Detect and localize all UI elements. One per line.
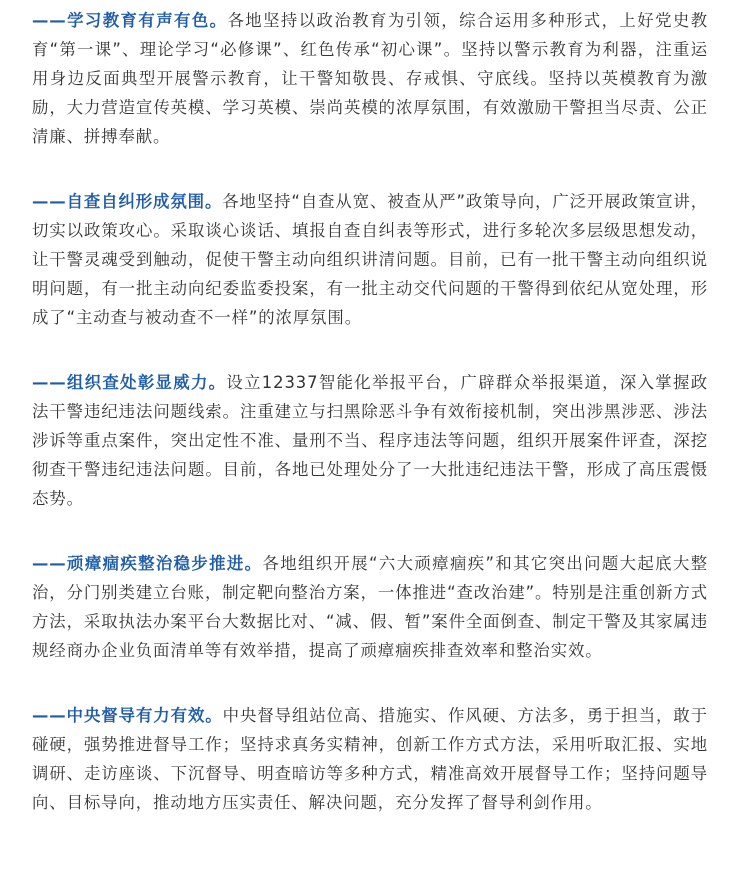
section-organization-investigation bbox=[32, 368, 708, 513]
section-learning-education bbox=[32, 6, 708, 151]
section-rectification bbox=[32, 549, 708, 665]
section-body: 各地组织开展“六大顽瘴痼疾”和其它突出问题大起底大整治，分门别类建立台账，制定靶向整治方案，一体推进“查改治建”。特别是注重创新方式方法，采取执法办案平台大数据比对、“减、假、暂”案件全面倒查、制定干警及其家属违规经商办企业负面清单等有效举措，提高了顽瘴痼疾排查效率和整治实效。 bbox=[32, 554, 709, 660]
section-heading: ——中央督导有力有效。 bbox=[32, 706, 223, 725]
section-heading: ——自查自纠形成氛围。 bbox=[32, 192, 223, 211]
section-body: 各地坚持以政治教育为引领，综合运用多种形式，上好党史教育“第一课”、理论学习“必修课”、红色传承“初心课”。坚持以警示教育为利器，注重运用身边反面典型开展警示教育，让干警知敬畏、存戒惧、守底线。坚持以英模教育为激励，大力营造宣传英模、学习英模、崇尚英模的浓厚氛围，有效激励干警担当尽责、公正清廉、拼搏奉献。 bbox=[32, 11, 708, 146]
section-body: 中央督导组站位高、措施实、作风硬、方法多，勇于担当，敢于碰硬，强势推进督导工作；坚持求真务实精神，创新工作方式方法，采用听取汇报、实地调研、走访座谈、下沉督导、明查暗访等多种方式，精准高效开展督导工作；坚持问题导向、目标导向，推动地方压实责任、解决问题，充分发挥了督导利剑作用。 bbox=[32, 706, 709, 812]
section-central-supervision bbox=[32, 701, 708, 817]
section-heading: ——组织查处彰显威力。 bbox=[32, 373, 227, 392]
section-self-inspection bbox=[32, 187, 708, 332]
section-heading: ——学习教育有声有色。 bbox=[32, 11, 228, 30]
section-body: 设立12337智能化举报平台，广辟群众举报渠道，深入掌握政法干警违纪违法问题线索。注重建立与扫黑除恶斗争有效衔接机制，突出涉黑涉恶、涉法涉诉等重点案件，突出定性不准、量刑不当、程序违法等问题，组织开展案件评查，深挖彻查干警违纪违法问题。目前，各地已处理处分了一大批违纪违法干警，形成了高压震慑态势。 bbox=[32, 373, 708, 508]
section-body: 各地坚持“自查从宽、被查从严”政策导向，广泛开展政策宣讲，切实以政策攻心。采取谈心谈话、填报自查自纠表等形式，进行多轮次多层级思想发动，让干警灵魂受到触动，促使干警主动向组织讲清问题。目前，已有一批干警主动向组织说明问题，有一批主动向纪委监委投案，有一批主动交代问题的干警得到依纪从宽处理，形成了“主动查与被动查不一样”的浓厚氛围。 bbox=[32, 192, 708, 327]
section-heading: ——顽瘴痼疾整治稳步推进。 bbox=[32, 554, 263, 573]
